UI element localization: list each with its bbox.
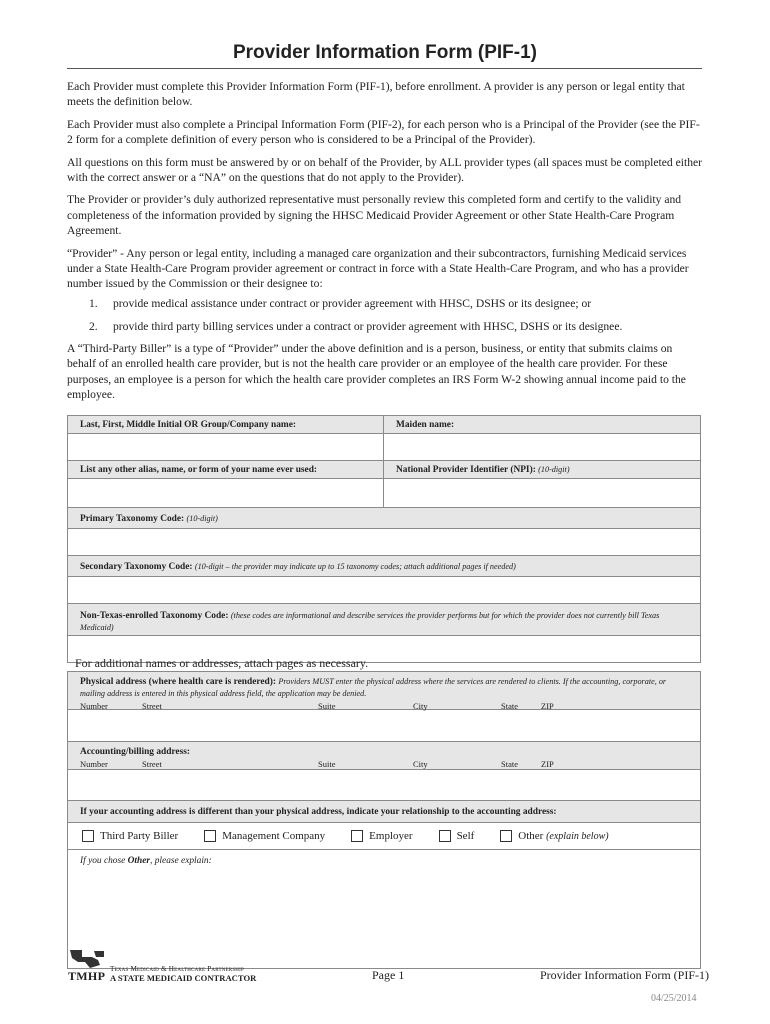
column-suite: Suite <box>318 759 336 769</box>
checkbox-square[interactable] <box>82 830 94 842</box>
column-state: State <box>501 701 518 711</box>
other-explanation-input[interactable]: If you chose Other, please explain: <box>80 856 212 866</box>
logo-subtitle: A STATE MEDICAID CONTRACTOR <box>110 973 257 983</box>
npi-label: National Provider Identifier (NPI): (10-digit) <box>384 461 700 479</box>
title-divider <box>67 68 702 69</box>
provider-definition-list <box>67 296 703 335</box>
npi-note: (10-digit) <box>538 465 570 474</box>
checkbox-square[interactable] <box>351 830 363 842</box>
texas-map-icon <box>68 948 108 970</box>
footer-form-name: Provider Information Form (PIF-1) <box>540 968 709 982</box>
alias-row <box>68 461 700 508</box>
column-street: Street <box>142 759 162 769</box>
billing-address-columns <box>80 759 688 770</box>
checkbox-square[interactable] <box>439 830 451 842</box>
nontexas-taxonomy-label: Non-Texas-enrolled Taxonomy Code: (these codes are informational and describe services the provider performs but for which the provider does not currently bill Texas Medicaid) <box>68 604 700 636</box>
page-title: Provider Information Form (PIF-1) <box>232 42 538 63</box>
logo-abbreviation: TMHP <box>68 969 106 983</box>
relationship-options <box>68 823 700 850</box>
paragraph: All questions on this form must be answered by or on behalf of the Provider, by ALL provider types (all spaces must be completed either with the correct answer or a “NA” on the questions that do not apply to the Provider). <box>67 155 703 185</box>
revision-date: 04/25/2014 <box>651 993 697 1004</box>
secondary-taxonomy-label: Secondary Taxonomy Code: (10-digit – the provider may indicate up to 15 taxonomy codes; attach additional pages if needed) <box>68 556 700 577</box>
physical-address-label: Physical address (where health care is rendered): Providers MUST enter the physical address where the services are rendered to clients. If the accounting, corporate, or mailing address is entered in this physical address field, the application may be denied. Number Street Suite City State ZIP <box>68 672 700 710</box>
column-zip: ZIP <box>541 759 554 769</box>
secondary-taxonomy-note: (10-digit – the provider may indicate up to 15 taxonomy codes; attach additional pages if needed) <box>194 562 516 571</box>
checkbox-employer[interactable]: Employer <box>351 830 412 842</box>
billing-address-input[interactable] <box>68 770 700 801</box>
checkbox-third-party-biller[interactable]: Third Party Biller <box>82 830 178 842</box>
alias-input[interactable] <box>68 479 383 508</box>
checkbox-self[interactable]: Self <box>439 830 475 842</box>
column-number: Number <box>80 759 108 769</box>
column-city: City <box>413 701 428 711</box>
address-fields <box>67 671 701 969</box>
physical-address-input[interactable] <box>68 710 700 742</box>
additional-pages-note: For additional names or addresses, attach pages as necessary. <box>75 656 369 670</box>
primary-taxonomy-label: Primary Taxonomy Code: (10-digit) <box>68 508 700 529</box>
checkbox-management-company[interactable]: Management Company <box>204 830 325 842</box>
name-input[interactable] <box>68 434 383 461</box>
column-suite: Suite <box>318 701 336 711</box>
relationship-label: If your accounting address is different than your physical address, indicate your relationship to the accounting address: <box>68 801 700 823</box>
list-text: provide third party billing services under a contract or provider agreement with HHSC, DSHS or its designee. <box>113 320 623 334</box>
checkbox-square[interactable] <box>204 830 216 842</box>
maiden-name-input[interactable] <box>384 434 700 461</box>
list-text: provide medical assistance under contract or provider agreement with HHSC, DSHS or its designee; or <box>113 296 592 310</box>
primary-taxonomy-input[interactable] <box>68 529 700 556</box>
list-item <box>67 319 703 334</box>
paragraph: The Provider or provider’s duly authorized representative must personally review this completed form and certify to the validity and completeness of the information provided by signing the HHSC Medicaid Provider Agreement or other State Health-Care Program Agreement. <box>67 193 682 238</box>
identity-fields <box>67 415 701 663</box>
nontexas-taxonomy-note: (these codes are informational and describe services the provider performs but for which the provider does not currently bill Texas Medicaid) <box>80 611 660 632</box>
name-row <box>68 416 700 461</box>
other-note: (explain below) <box>546 830 609 842</box>
paragraph: Each Provider must complete this Provider Information Form (PIF-1), before enrollment. A provider is any person or legal entity that meets the definition below. <box>67 80 685 109</box>
column-street: Street <box>142 701 162 711</box>
npi-input[interactable] <box>384 479 700 508</box>
physical-address-note: Providers MUST enter the physical address where the services are rendered to clients. If the accounting, corporate, or mailing address is entered in this physical address field, the application may be denied. <box>80 677 667 698</box>
tmhp-logo <box>64 948 264 988</box>
primary-taxonomy-note: (10-digit) <box>186 514 218 523</box>
paragraph: “Provider” - Any person or legal entity, including a managed care organization and their subcontractors, furnishing Medicaid services under a State Health-Care Program provider agreement or contract in force with a State Health-Care Program, and who has a provider number issued by the Commission or their designee to: <box>67 246 689 291</box>
logo-name: Texas Medicaid & Healthcare Partnership <box>110 965 244 973</box>
alias-label: List any other alias, name, or form of your name ever used: <box>68 461 383 479</box>
list-number: 2. <box>89 320 98 334</box>
column-city: City <box>413 759 428 769</box>
column-state: State <box>501 759 518 769</box>
paragraph: Each Provider must also complete a Principal Information Form (PIF-2), for each person who is a Principal of the Provider (see the PIF-2 form for a complete definition of every person who is considered to be a Principal of the Provider). <box>67 117 700 147</box>
column-number: Number <box>80 701 108 711</box>
maiden-name-label: Maiden name: <box>384 416 700 434</box>
paragraph: A “Third-Party Biller” is a type of “Provider” under the above definition and is a person, business, or entity that submits claims on behalf of an enrolled health care provider, but is not the health care provider or an employee of the health care provider. For these purposes, an employee is a person for which the health care provider completes an IRS Form W-2 showing annual income paid to the employee. <box>67 341 686 401</box>
column-zip: ZIP <box>541 701 554 711</box>
intro-text <box>67 79 703 409</box>
secondary-taxonomy-input[interactable] <box>68 577 700 604</box>
list-number: 1. <box>89 296 98 310</box>
page-number: Page 1 <box>372 968 405 982</box>
name-label: Last, First, Middle Initial OR Group/Company name: <box>68 416 383 434</box>
list-item <box>67 296 703 311</box>
billing-address-label: Accounting/billing address: Number Street Suite City State ZIP <box>68 742 700 770</box>
checkbox-other[interactable]: Other (explain below) <box>500 830 608 842</box>
checkbox-square[interactable] <box>500 830 512 842</box>
